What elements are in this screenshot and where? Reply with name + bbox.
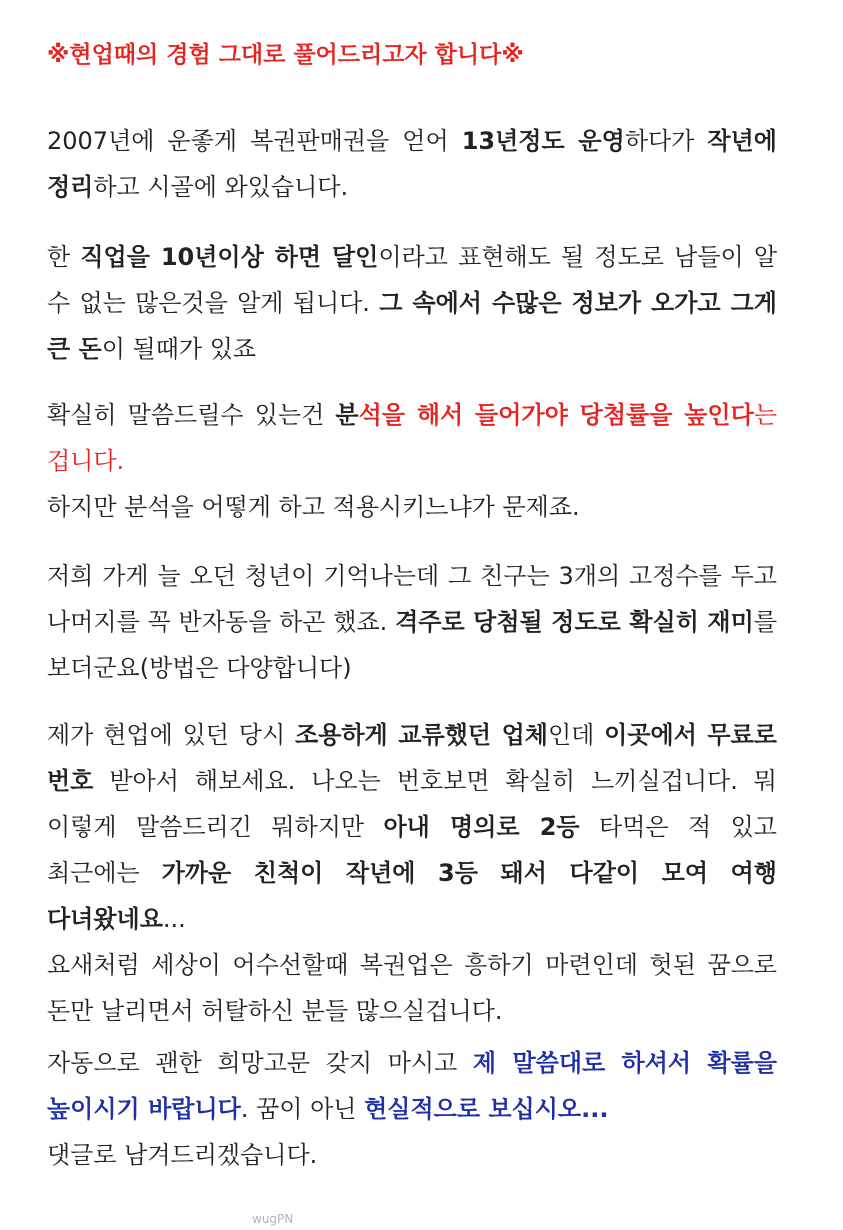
text-run: 격주로 당첨될 정도로 확실히 재미 xyxy=(395,608,754,636)
paragraph-3 xyxy=(47,392,777,530)
paragraph-1 xyxy=(47,118,777,210)
text-run: 조용하게 교류했던 업체 xyxy=(294,721,548,749)
paragraph-4 xyxy=(47,553,777,691)
watermark-text: wugPN xyxy=(252,1212,294,1226)
text-run: 직업을 10년이상 하면 달인 xyxy=(80,243,379,271)
text-run: 이 될때가 있죠 xyxy=(101,335,257,363)
text-run: 현실적으로 보십시오... xyxy=(364,1095,609,1123)
text-run: 이라고 표현해도 될 정도로 남들이 알 수 없는 많은것을 알게 됩니다. xyxy=(47,243,777,317)
text-run: 이곳에서 무료로 번호 xyxy=(47,721,777,795)
text-run: 2007년에 운좋게 복권판매권을 얻어 xyxy=(47,127,462,155)
text-run: 요새처럼 세상이 어수선할때 복권업은 흥하기 마련인데 헛된 꿈으로 돈만 날리면서 허탈하신 분들 많으실겁니다. xyxy=(47,951,777,1025)
text-run: 작년에 정리 xyxy=(47,127,777,201)
text-run: 인데 xyxy=(547,721,605,749)
text-run: 타먹은 적 있고 최근에는 xyxy=(47,813,777,887)
text-run: 가까운 친척이 작년에 3등 돼서 다같이 모여 여행 다녀왔네요 xyxy=(47,859,777,933)
text-run: 아내 명의로 2등 xyxy=(383,813,580,841)
text-run: 확실히 말씀드릴수 있는건 xyxy=(47,401,336,429)
article-title: ※현업때의 경험 그대로 풀어드리고자 합니다※ xyxy=(47,42,524,68)
text-run: 하고 시골에 와있습니다. xyxy=(93,173,349,201)
text-run: ... xyxy=(162,905,186,933)
text-run: 받아서 해보세요. 나오는 번호보면 확실히 느끼실겁니다. 뭐 이렇게 말씀드리긴 뭐하지만 xyxy=(47,767,777,841)
text-run: 석을 해서 들어가야 당첨률을 높인다 xyxy=(358,401,754,429)
text-run: . 꿈이 아닌 xyxy=(240,1095,365,1123)
text-run: 하다가 xyxy=(624,127,708,155)
text-run: 자동으로 괜한 희망고문 갖지 마시고 xyxy=(47,1049,473,1077)
text-run: 를 보더군요(방법은 다양합니다) xyxy=(47,608,777,682)
text-run: 하지만 분석을 어떻게 하고 적용시키느냐가 문제죠. xyxy=(47,493,580,521)
text-run: 한 xyxy=(47,243,81,271)
text-run: 저희 가게 늘 오던 청년이 기억나는데 그 친구는 3개의 고정수를 두고 나머지를 꼭 반자동을 하곤 했죠. xyxy=(47,562,777,636)
paragraph-5 xyxy=(47,712,777,1034)
text-run: 제 말씀대로 하셔서 확률을 높이시기 바랍니다 xyxy=(47,1049,777,1123)
text-run: 13년정도 운영 xyxy=(461,127,625,155)
text-run: 제가 현업에 있던 당시 xyxy=(47,721,295,749)
paragraph-2 xyxy=(47,234,777,372)
text-run: 분 xyxy=(335,401,359,429)
text-run: 그 속에서 수많은 정보가 오가고 그게 큰 돈 xyxy=(47,289,777,363)
paragraph-6 xyxy=(47,1040,777,1178)
text-run: 는 겁니다. xyxy=(47,401,777,475)
text-run: 댓글로 남겨드리겠습니다. xyxy=(47,1141,318,1169)
